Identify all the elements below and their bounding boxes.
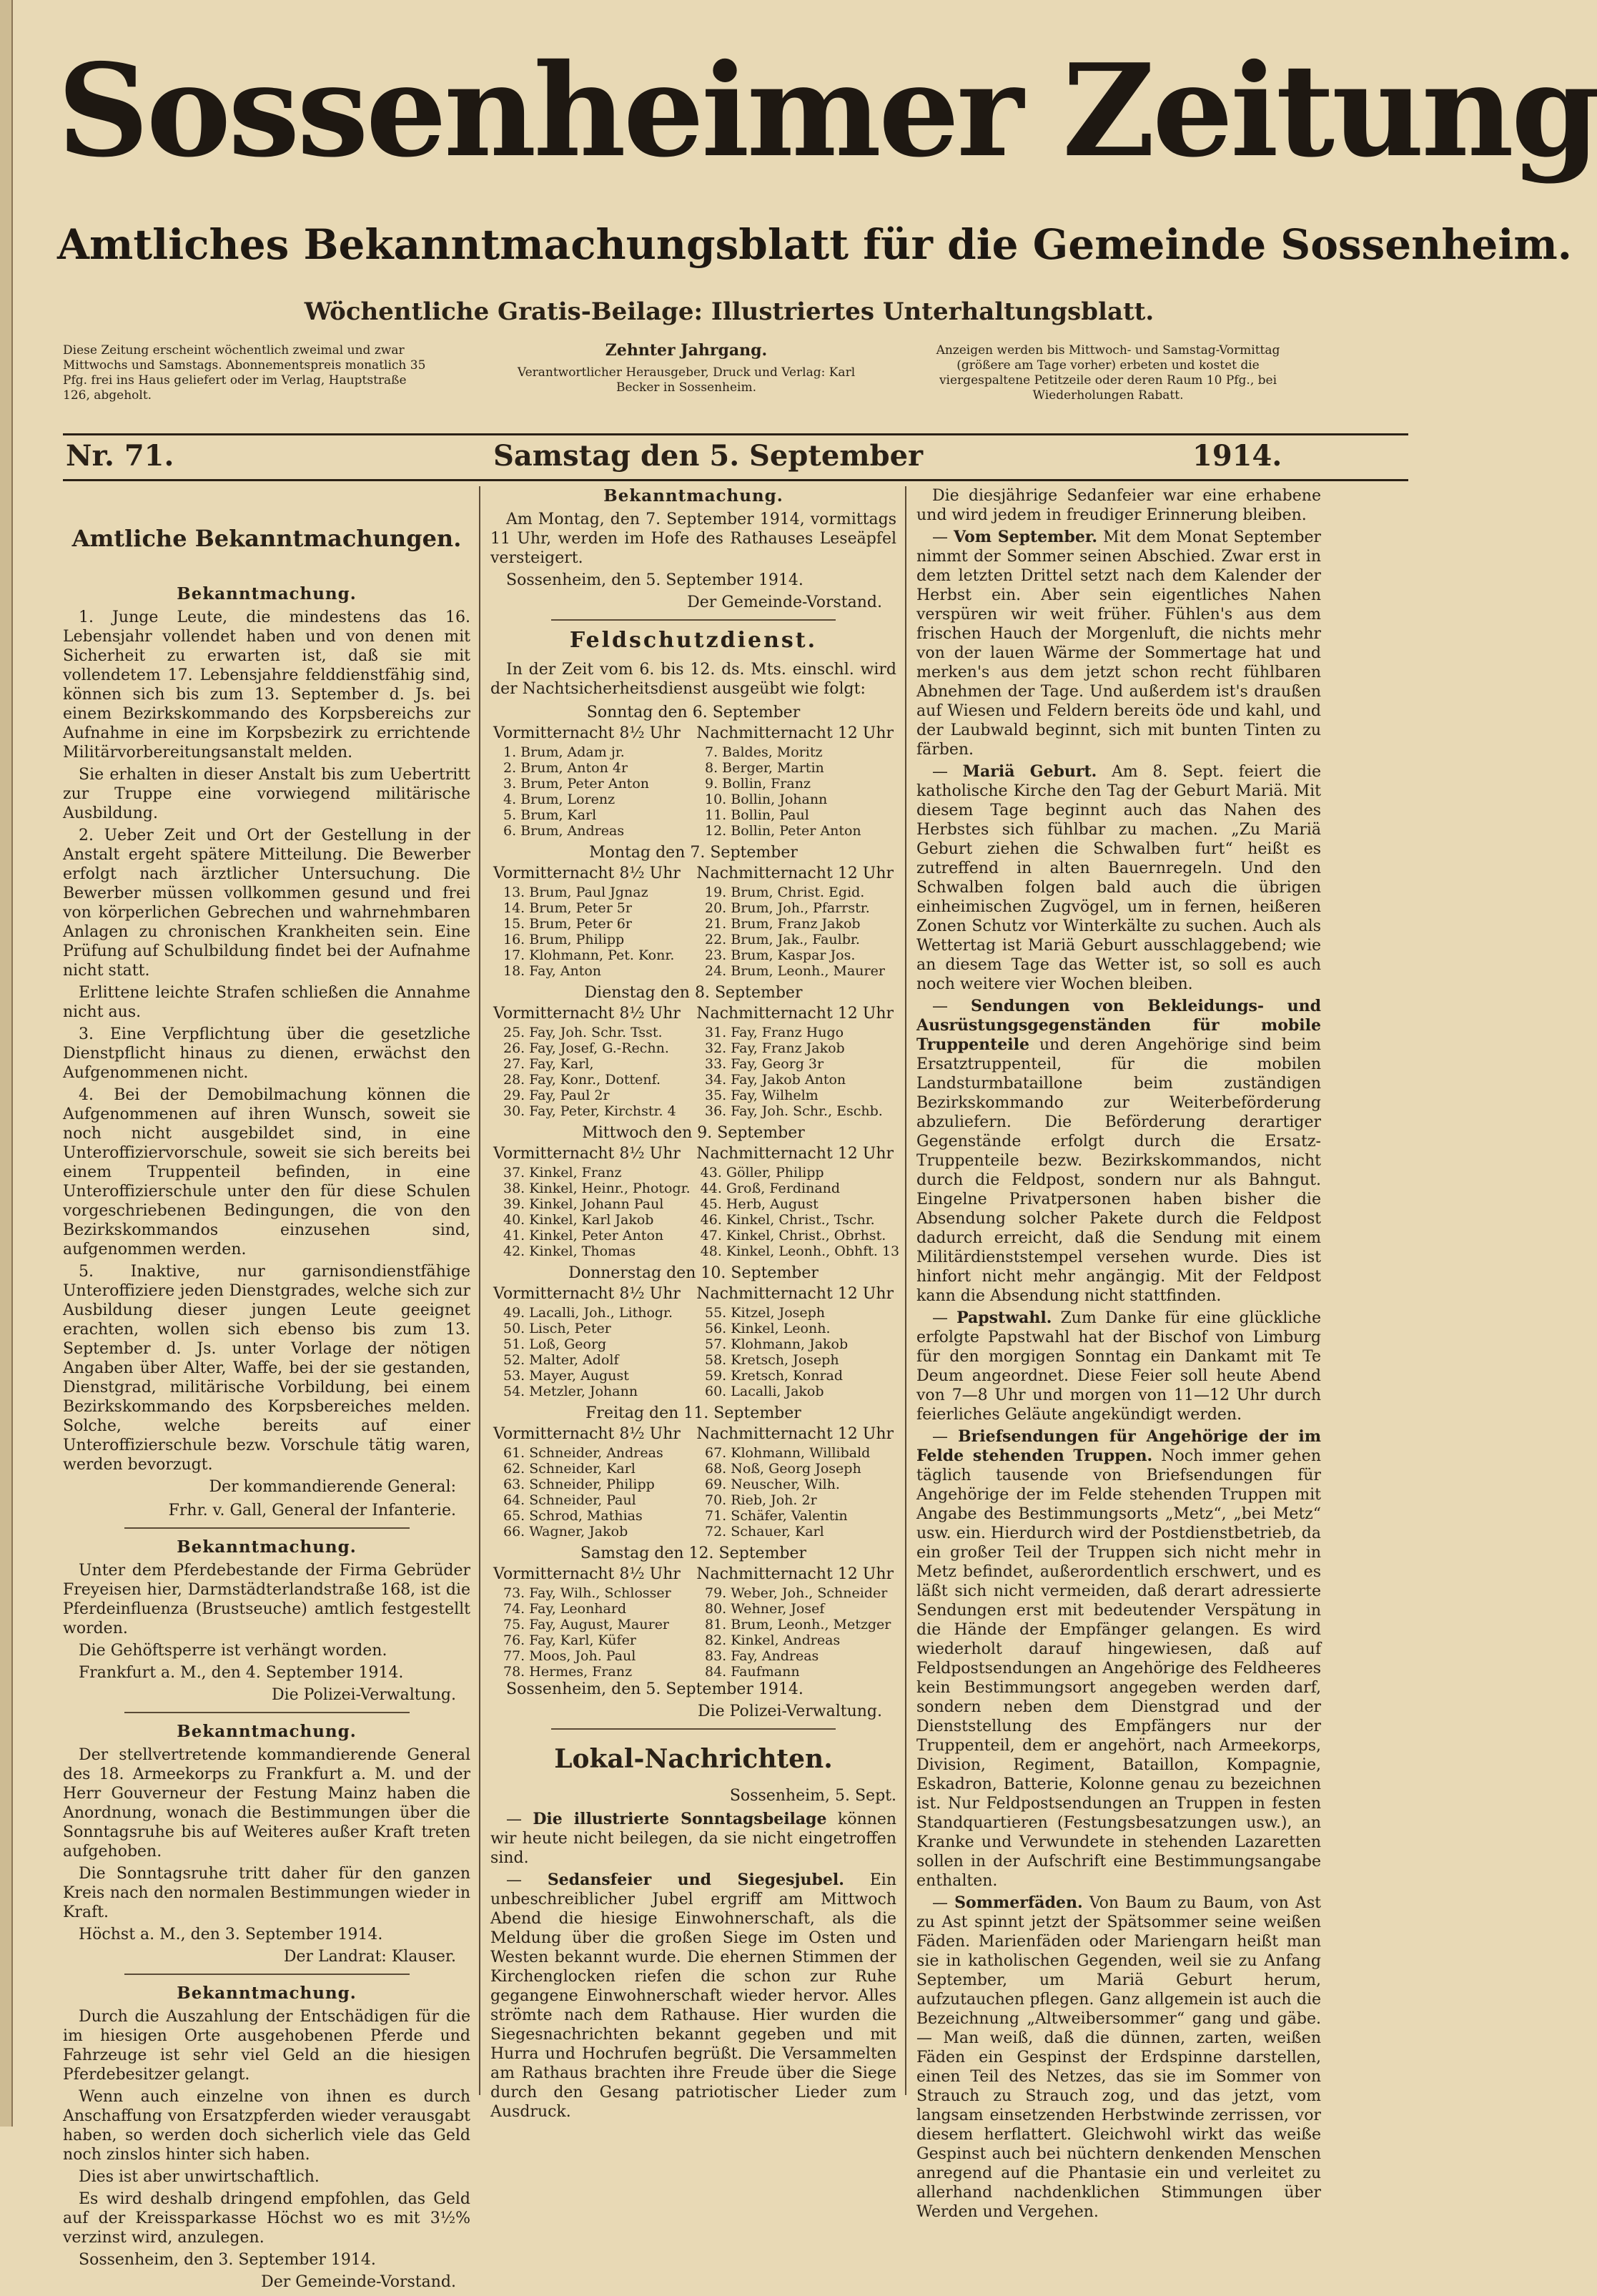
roster-name: 36. Fay, Joh. Schr., Eschb. xyxy=(705,1103,883,1119)
roster-name: 60. Lacalli, Jakob xyxy=(705,1384,824,1399)
roster-name: 55. Kitzel, Joseph xyxy=(705,1305,826,1321)
roster-name: 51. Loß, Georg xyxy=(503,1336,607,1352)
paragraph: Der stellvertretende kommandierende General des 18. Armeekorps zu Frankfurt a. M. und der Herr Gouverneur der Festung Mainz haben die Anordnung, wonach die Bestimmungen über die Sonntagsruhe bis auf Weiteres außer Kraft treten aufgehoben. xyxy=(63,1746,470,1861)
roster-name: 15. Brum, Peter 6r xyxy=(503,916,632,932)
paragraph: Am Montag, den 7. September 1914, vormittags 11 Uhr, werden im Hofe des Rathauses Leseäpfel versteigert. xyxy=(490,511,896,567)
shift-nachmitternacht: Nachmitternacht 12 Uhr xyxy=(696,1005,894,1023)
column-divider-1 xyxy=(479,486,480,2095)
roster-shift-times xyxy=(490,1424,896,1444)
roster-day: Montag den 7. September xyxy=(589,844,798,862)
paragraph: Die diesjährige Sedanfeier war eine erhabene und wird jedem in freudiger Erinnerung bleiben. xyxy=(916,487,1321,524)
shift-vormitternacht: Vormitternacht 8½ Uhr xyxy=(493,1425,681,1443)
news-headline: Briefsendungen für Angehörige der im Felde stehenden Truppen. xyxy=(916,1427,1321,1465)
issue-date: Samstag den 5. September xyxy=(493,439,924,473)
roster-name: 12. Bollin, Peter Anton xyxy=(705,823,861,839)
signature: Die Polizei-Verwaltung. xyxy=(697,1703,882,1720)
news-headline: Die illustrierte Sonntagsbeilage xyxy=(533,1810,827,1828)
roster-name: 9. Bollin, Franz xyxy=(705,776,811,792)
issue-year: 1914. xyxy=(1192,439,1282,473)
roster-name: 14. Brum, Peter 5r xyxy=(503,900,632,916)
signature: Frhr. v. Gall, General der Infanterie. xyxy=(168,1502,456,1519)
roster-name: 26. Fay, Josef, G.-Rechn. xyxy=(503,1040,669,1056)
notice-title: Bekanntmachung. xyxy=(177,1537,357,1557)
roster-name: 30. Fay, Peter, Kirchstr. 4 xyxy=(503,1103,676,1119)
roster-name: 6. Brum, Andreas xyxy=(503,823,625,839)
shift-vormitternacht: Vormitternacht 8½ Uhr xyxy=(493,724,681,742)
roster-name: 25. Fay, Joh. Schr. Tsst. xyxy=(503,1025,663,1040)
roster-name: 17. Klohmann, Pet. Konr. xyxy=(503,947,675,963)
lokal-dateline: Sossenheim, 5. Sept. xyxy=(729,1787,896,1805)
roster-names xyxy=(490,885,896,979)
roster-shift-times xyxy=(490,1004,896,1023)
masthead-beilage: Wöchentliche Gratis-Beilage: Illustriertes Unterhaltungsblatt. xyxy=(304,297,1155,326)
section-heading-lokal: Lokal-Nachrichten. xyxy=(554,1744,833,1774)
roster-name: 43. Göller, Philipp xyxy=(700,1165,824,1181)
roster-name: 5. Brum, Karl xyxy=(503,807,597,823)
shift-vormitternacht: Vormitternacht 8½ Uhr xyxy=(493,1565,681,1583)
roster-name: 53. Mayer, August xyxy=(503,1368,629,1384)
news-headline: Sendungen von Bekleidungs- und Ausrüstungsgegenständen für mobile Truppenteile xyxy=(916,997,1321,1054)
paragraph: 1. Junge Leute, die mindestens das 16. Lebensjahr vollendet haben und von denen mit Sicherheit zu erwarten ist, daß sie mit vollendetem 17. Lebensjahre felddienstfähig sind, können sich bis zum 13. September d. Js. bei einem Bezirkskommando des Korpsbereichs zur Aufnahme in eine im Korpsbezirk zu errichtende Militärvorbereitungsanstalt melden. xyxy=(63,609,470,762)
roster-name: 50. Lisch, Peter xyxy=(503,1321,611,1336)
divider xyxy=(124,1527,410,1529)
column-3 xyxy=(916,486,1321,2224)
roster-name: 32. Fay, Franz Jakob xyxy=(705,1040,845,1056)
roster-name: 7. Baldes, Moritz xyxy=(705,744,823,760)
shift-nachmitternacht: Nachmitternacht 12 Uhr xyxy=(696,864,894,882)
roster-name: 56. Kinkel, Leonh. xyxy=(705,1321,831,1336)
paragraph: Die Gehöftsperre ist verhängt worden. xyxy=(79,1642,387,1660)
paragraph: In der Zeit vom 6. bis 12. ds. Mts. einschl. wird der Nachtsicherheitsdienst ausgeübt wie folgt: xyxy=(490,661,896,698)
duty-roster xyxy=(490,703,900,1680)
roster-name: 13. Brum, Paul Jgnaz xyxy=(503,885,648,900)
signature: Die Polizei-Verwaltung. xyxy=(271,1686,456,1704)
roster-name: 76. Fay, Karl, Küfer xyxy=(503,1632,636,1648)
roster-name: 44. Groß, Ferdinand xyxy=(700,1181,841,1196)
roster-name: 31. Fay, Franz Hugo xyxy=(705,1025,844,1040)
paragraph: Es wird deshalb dringend empfohlen, das Geld auf der Kreissparkasse Höchst wo es mit 3½% verzinst wird, anzulegen. xyxy=(63,2190,470,2247)
news-text: und deren Angehörige sind beim Ersatztruppenteil, für die mobilen Landsturmbataillone beim zuständigen Bezirkskommando zur Weiterbeförderung abzuliefern. Die Beförderung derartiger Gegenstände erfolgt durch die Ersatz-Truppenteile bezw. Bezirkskommandos, nicht durch die Feldpost, sondern nur als Bahngut. Eingelne Privatpersonen haben bisher die Absendung solcher Pakete durch die Feldpost dadurch erreicht, daß die Sendung mit einem Militärdienststempel versehen wurde. Dies ist hinfort nicht mehr angängig. Mit der Feldpost kann die Absendung nicht stattfinden. xyxy=(916,1036,1321,1305)
news-text: können wir heute nicht beilegen, da sie nicht eingetroffen sind. xyxy=(490,1810,897,1867)
roster-name: 22. Brum, Jak., Faulbr. xyxy=(705,932,860,947)
roster-name: 65. Schrod, Mathias xyxy=(503,1508,643,1524)
news-item: — Sommerfäden. Von Baum zu Baum, von Ast zu Ast spinnt jetzt der Spätsommer seine weißen Fäden. Marienfäden oder Mariengarn heißt man sie in katholischen Gegenden, weil sie zu Anfang September, um Mariä Geburt herum, aufzutauchen pflegen. Ganz allgemein ist auch die Bezeichnung „Altweibersommer“ gang und gäbe. — Man weiß, daß die dünnen, zarten, weißen Fäden ein Gespinst der Erdspinne darstellen, einen Teil des Netzes, das sie im Sommer von Strauch zu Strauch zog, und das jetzt, vom langsam einsetzenden Herbstwinde zerrissen, vor diesem herflattert. Gleichwohl wirkt das weiße Gespinst auch bei nüchtern denkenden Menschen anregend auf die Phantasie ein und verleitet zu allerhand nachdenklichen Stimmungen über Werden und Vergehen. xyxy=(916,1893,1321,2221)
roster-shift-times xyxy=(490,864,896,883)
paragraph: Die Sonntagsruhe tritt daher für den ganzen Kreis nach den normalen Bestimmungen wieder in Kraft. xyxy=(63,1865,470,1921)
paragraph: 5. Inaktive, nur garnisondienstfähige Unteroffiziere jeden Dienstgrades, welche sich zur Ausbildung dieser jungen Leute geeignet erachten, wollen sich ebenso bis zum 13. September d. Js. unter Vorlage der nötigen Angaben über Alter, Waffe, bei der sie gestanden, Dienstgrad, militärische Vorbildung, bei einem Bezirkskommando des Korpsbereiches melden. Solche, welche bereits auf einer Unteroffizierschule bezw. Vorschule tätig waren, werden bevorzugt. xyxy=(63,1263,470,1474)
news-headline: Vom September. xyxy=(954,528,1098,546)
roster-names xyxy=(490,1445,896,1539)
news-item: — Briefsendungen für Angehörige der im Felde stehenden Truppen. Noch immer gehen täglich tausende von Briefsendungen für Angehörige der im Felde stehenden Truppen mit Angabe des Bestimmungsorts „Metz“, „bei Metz“ usw. ein. Hierdurch wird der Postdienstbetrieb, da ein großer Teil der Truppen sich nicht mehr in Metz befindet, außerordentlich erschwert, und es läßt sich nicht vermeiden, daß derart adressierte Sendungen erst mit bedeutender Verspätung in die Hände der Empfänger gelangen. Es wird wiederholt darauf hingewiesen, daß auf Feldpostsendungen an Angehörige des Feldheeres kein Bestimmungsort angegeben werden darf, sondern neben dem Dienstgrad und der Dienststellung des Empfängers nur der Truppenteil, dem er angehört, nach Armeekorps, Division, Regiment, Bataillon, Kompagnie, Eskadron, Batterie, Kolonne genau zu bezeichnen ist. Nur Feldpostsendungen an Truppen in festen Standquartieren (Festungsbesatzungen usw.), an Kranke und Verwundete in stehenden Lazaretten sollen in der Aufschrift eine Bestimmungsangabe enthalten. xyxy=(916,1427,1321,1890)
roster-name: 67. Klohmann, Willibald xyxy=(705,1445,871,1461)
news-item: — Sendungen von Bekleidungs- und Ausrüstungsgegenständen für mobile Truppenteile und deren Angehörige sind beim Ersatztruppenteil, für die mobilen Landsturmbataillone beim zuständigen Bezirkskommando zur Weiterbeförderung abzuliefern. Die Beförderung derartiger Gegenstände erfolgt durch die Ersatz-Truppenteile bezw. Bezirkskommandos, nicht durch die Feldpost, sondern nur als Bahngut. Eingelne Privatpersonen haben bisher die Absendung solcher Pakete durch die Feldpost dadurch erreicht, daß die Sendung mit einem Militärdienststempel versehen wurde. Dies ist hinfort nicht mehr angängig. Mit der Feldpost kann die Absendung nicht stattfinden. xyxy=(916,997,1321,1305)
section-heading-amtliche: Amtliche Bekanntmachungen. xyxy=(71,525,462,552)
roster-name: 82. Kinkel, Andreas xyxy=(705,1632,841,1648)
feldschutz-heading: Feldschutzdienst. xyxy=(569,628,818,653)
divider xyxy=(551,1728,836,1730)
roster-name: 35. Fay, Wilhelm xyxy=(705,1088,819,1103)
roster-name: 45. Herb, August xyxy=(700,1196,819,1212)
jahrgang: Zehnter Jahrgang. xyxy=(605,341,768,360)
roster-name: 29. Fay, Paul 2r xyxy=(503,1088,610,1103)
roster-name: 52. Malter, Adolf xyxy=(503,1352,619,1368)
roster-name: 74. Fay, Leonhard xyxy=(503,1601,627,1617)
roster-name: 64. Schneider, Paul xyxy=(503,1492,636,1508)
subscription-info: Diese Zeitung erscheint wöchentlich zweimal und zwar Mittwochs und Samstags. Abonnementspreis monatlich 35 Pfg. frei ins Haus geliefert oder im Verlag, Hauptstraße 126, abgeholt. xyxy=(63,343,426,403)
notice-title: Bekanntmachung. xyxy=(603,486,783,506)
news-text: Ein unbeschreiblicher Jubel ergriff am Mittwoch Abend die hiesige Einwohnerschaft, als die Meldung über die großen Siege im Osten und Westen bekannt wurde. Die ehernen Stimmen der Kirchenglocken riefen die schon zur Ruhe gegangene Einwohnerschaft wieder hervor. Alles strömte nach dem Rathause. Hier wurden die Siegesnachrichten bekannt gegeben und mit Hurra und Hochrufen begrüßt. Die Versammelten am Rathaus brachten ihre Freude über die Siege durch den Gesang patriotischer Lieder zum Ausdruck. xyxy=(490,1871,896,2121)
paragraph: Dies ist aber unwirtschaftlich. xyxy=(79,2168,320,2186)
shift-vormitternacht: Vormitternacht 8½ Uhr xyxy=(493,1145,681,1163)
shift-nachmitternacht: Nachmitternacht 12 Uhr xyxy=(696,1285,894,1303)
news-item: — Vom September. Mit dem Monat September nimmt der Sommer seinen Abschied. Zwar erst in dem letzten Drittel setzt nach dem Kalender der Herbst ein. Aber sein eigentliches Nahen verspüren wir weit früher. Fühlen's aus dem frischen Hauch der Morgenluft, die nichts mehr von der lauen Wärme der Sommertage hat und merken's aus dem jetzt schon recht fühlbaren Abnehmen der Tage. Und außerdem ist's draußen auf Wiesen und Feldern bereits öde und kahl, und der Laubwald beginnt, sich mit bunten Tinten zu färben. xyxy=(916,528,1322,759)
roster-name: 21. Brum, Franz Jakob xyxy=(705,916,861,932)
roster-name: 48. Kinkel, Leonh., Obhft. 13 xyxy=(700,1243,900,1259)
roster-name: 68. Noß, Georg Joseph xyxy=(705,1461,861,1477)
news-item: — Mariä Geburt. Am 8. Sept. feiert die katholische Kirche den Tag der Geburt Mariä. Mit diesem Tage beginnt auch das Nahen des Herbstes sich fühlbar zu machen. „Zu Mariä Geburt ziehen die Schwalben furt“ heißt es zutreffend in alten Bauernregeln. Und den Schwalben folgen bald auch die übrigen einheimischen Zugvögel, um in fernen, heißeren Zonen Schutz vor Winterkälte zu suchen. Auch als Wettertag ist Mariä Geburt ausschlaggebend; wie an diesem Tage das Wetter ist, so soll es auch noch weitere vier Wochen bleiben. xyxy=(916,762,1321,993)
header-rule-top xyxy=(63,433,1408,435)
roster-names xyxy=(490,1165,900,1259)
paragraph: Durch die Auszahlung der Entschädigen für die im hiesigen Orte ausgehobenen Pferde und Fahrzeuge ist sehr viel Geld an die hiesigen Pferdebesitzer gelangt. xyxy=(63,2008,470,2084)
paragraph: 2. Ueber Zeit und Ort der Gestellung in der Anstalt ergeht spätere Mitteilung. Die Bewerber erfolgt nach ärztlicher Untersuchung. Die Bewerber müssen vollkommen gesund und frei von körperlichen Gebrechen und wahrnehmbaren Anlagen zu chronischen Krankheiten sein. Eine Prüfung auf Schulbildung findet bei der Aufnahme nicht statt. xyxy=(63,827,470,980)
news-text: Am 8. Sept. feiert die katholische Kirche den Tag der Geburt Mariä. Mit diesem Tage beginnt auch das Nahen des Herbstes sich fühlbar zu machen. „Zu Mariä Geburt ziehen die Schwalben furt“ heißt es zutreffend in alten Bauernregeln. Und den Schwalben folgen bald auch die übrigen einheimischen Zugvögel, um in fernen, heißeren Zonen Schutz vor Winterkälte zu suchen. Auch als Wettertag ist Mariä Geburt ausschlaggebend; wie an diesem Tage das Wetter ist, so soll es auch noch weitere vier Wochen bleiben. xyxy=(916,763,1321,993)
divider xyxy=(551,619,836,621)
news-item: — Papstwahl. Zum Danke für eine glückliche erfolgte Papstwahl hat der Bischof von Limburg für den morgigen Sonntag ein Dankamt mit Te Deum angeordnet. Diese Feier soll heute Abend von 7—8 Uhr und morgen von 11—12 Uhr durch feierliches Geläute angekündigt werden. xyxy=(916,1309,1321,1424)
roster-names xyxy=(490,1585,896,1680)
roster-day: Dienstag den 8. September xyxy=(584,984,803,1002)
roster-name: 37. Kinkel, Franz xyxy=(503,1165,622,1181)
roster-name: 34. Fay, Jakob Anton xyxy=(705,1072,846,1088)
roster-name: 77. Moos, Joh. Paul xyxy=(503,1648,636,1664)
roster-name: 84. Faufmann xyxy=(705,1664,800,1680)
roster-name: 23. Brum, Kaspar Jos. xyxy=(705,947,856,963)
roster-day: Freitag den 11. September xyxy=(585,1404,801,1422)
roster-names xyxy=(490,1025,896,1119)
roster-name: 70. Rieb, Joh. 2r xyxy=(705,1492,817,1508)
roster-name: 20. Brum, Joh., Pfarrstr. xyxy=(705,900,870,916)
roster-name: 27. Fay, Karl, xyxy=(503,1056,594,1072)
roster-name: 10. Bollin, Johann xyxy=(705,792,828,807)
news-item: — Die illustrierte Sonntagsbeilage können wir heute nicht beilegen, da sie nicht eingetroffen sind. xyxy=(490,1810,897,1867)
dateline: Sossenheim, den 5. September 1914. xyxy=(506,1680,804,1698)
roster-name: 62. Schneider, Karl xyxy=(503,1461,636,1477)
news-text: Noch immer gehen täglich tausende von Briefsendungen für Angehörige der im Felde stehenden Truppen mit Angabe des Bestimmungsorts „Metz“, „bei Metz“ usw. ein. Hierdurch wird der Postdienstbetrieb, da ein großer Teil der Truppen sich nicht mehr in Metz befindet, außerordentlich erschwert, und es läßt sich nicht vermeiden, daß derart adressierte Sendungen erst mit bedeutender Verspätung in die Hände der Empfänger gelangen. Es wird wiederholt darauf hingewiesen, daß auf Feldpostsendungen an Angehörige des Feldheeres kein Bestimmungsort angegeben werden darf, sondern neben dem Dienstgrad und der Dienststellung des Empfängers nur der Truppenteil, dem er angehört, nach Armeekorps, Division, Regiment, Bataillon, Kompagnie, Eskadron, Batterie, Kolonne genau zu bezeichnen ist. Nur Feldpostsendungen an Truppen in festen Standquartieren (Festungsbesatzungen usw.), an Kranke und Verwundete in stehenden Lazaretten sollen in der Aufschrift eine Bestimmungsangabe enthalten. xyxy=(916,1447,1321,1890)
roster-name: 47. Kinkel, Christ., Obrhst. xyxy=(700,1228,886,1243)
roster-name: 16. Brum, Philipp xyxy=(503,932,625,947)
signature: Der Gemeinde-Vorstand. xyxy=(687,593,882,611)
roster-name: 79. Weber, Joh., Schneider xyxy=(705,1585,888,1601)
roster-names xyxy=(490,744,896,839)
roster-shift-times xyxy=(490,724,896,743)
roster-name: 59. Kretsch, Konrad xyxy=(705,1368,844,1384)
roster-name: 11. Bollin, Paul xyxy=(705,807,809,823)
notice-title: Bekanntmachung. xyxy=(177,584,357,603)
shift-vormitternacht: Vormitternacht 8½ Uhr xyxy=(493,1005,681,1023)
column-divider-2 xyxy=(905,486,906,2095)
roster-name: 41. Kinkel, Peter Anton xyxy=(503,1228,664,1243)
masthead-subtitle: Amtliches Bekanntmachungsblatt für die Gemeinde Sossenheim. xyxy=(57,220,1572,269)
signature: Der kommandierende General: xyxy=(209,1478,456,1496)
roster-name: 38. Kinkel, Heinr., Photogr. xyxy=(503,1181,691,1196)
publisher-text: Verantwortlicher Herausgeber, Druck und Verlag: Karl Becker in Sossenheim. xyxy=(517,365,856,395)
header-rule-bottom xyxy=(63,479,1408,481)
news-item: — Sedansfeier und Siegesjubel. Ein unbeschreiblicher Jubel ergriff am Mittwoch Abend die hiesige Einwohnerschaft, als die Meldung über die großen Siege im Osten und Westen bekannt wurde. Die ehernen Stimmen der Kirchenglocken riefen die schon zur Ruhe gegangene Einwohnerschaft wieder hervor. Alles strömte nach dem Rathause. Hier wurden die Siegesnachrichten bekannt gegeben und mit Hurra und Hochrufen begrüßt. Die Versammelten am Rathaus brachten ihre Freude über die Siege durch den Gesang patriotischer Lieder zum Ausdruck. xyxy=(490,1871,896,2121)
paragraph: Sie erhalten in dieser Anstalt bis zum Uebertritt zur Truppe eine vorwiegend militärische Ausbildung. xyxy=(63,766,470,822)
roster-name: 39. Kinkel, Johann Paul xyxy=(503,1196,664,1212)
roster-name: 66. Wagner, Jakob xyxy=(503,1524,628,1539)
roster-day: Samstag den 12. September xyxy=(580,1544,807,1562)
signature: Der Gemeinde-Vorstand. xyxy=(261,2273,456,2291)
roster-name: 69. Neuscher, Wilh. xyxy=(705,1477,840,1492)
roster-day: Donnerstag den 10. September xyxy=(568,1264,819,1282)
news-text: Zum Danke für eine glückliche erfolgte Papstwahl hat der Bischof von Limburg für den morgigen Sonntag ein Dankamt mit Te Deum angeordnet. Diese Feier soll heute Abend von 7—8 Uhr und morgen von 11—12 Uhr durch feierliches Geläute angekündigt werden. xyxy=(916,1309,1321,1424)
shift-vormitternacht: Vormitternacht 8½ Uhr xyxy=(493,864,681,882)
roster-name: 3. Brum, Peter Anton xyxy=(503,776,649,792)
column-2 xyxy=(490,486,900,2124)
roster-name: 33. Fay, Georg 3r xyxy=(705,1056,824,1072)
roster-name: 63. Schneider, Philipp xyxy=(503,1477,655,1492)
roster-name: 78. Hermes, Franz xyxy=(503,1664,633,1680)
news-text: Mit dem Monat September nimmt der Sommer seinen Abschied. Zwar erst in dem letzten Drittel setzt nach dem Kalender der Herbst ein. Aber sein eigentliches Nahen verspüren wir weit früher. Fühlen's aus dem frischen Hauch der Morgenluft, die nichts mehr von der lauen Wärme der Sommertage hat und merken's aus dem jetzt schon recht fühlbaren Abnehmen der Tage. Und außerdem ist's draußen auf Wiesen und Feldern bereits öde und kahl, und der Laubwald beginnt, sich mit bunten Tinten zu färben. xyxy=(916,528,1322,759)
paragraph: 3. Eine Verpflichtung über die gesetzliche Dienstpflicht hinaus zu dienen, erwächst den Aufgenommenen nicht. xyxy=(63,1025,470,1082)
roster-name: 42. Kinkel, Thomas xyxy=(503,1243,636,1259)
shift-nachmitternacht: Nachmitternacht 12 Uhr xyxy=(696,1425,894,1443)
news-headline: Mariä Geburt. xyxy=(962,762,1097,781)
notice-title: Bekanntmachung. xyxy=(177,1722,357,1741)
shift-vormitternacht: Vormitternacht 8½ Uhr xyxy=(493,1285,681,1303)
roster-name: 49. Lacalli, Joh., Lithogr. xyxy=(503,1305,673,1321)
roster-name: 61. Schneider, Andreas xyxy=(503,1445,663,1461)
dateline: Sossenheim, den 3. September 1914. xyxy=(79,2251,376,2269)
roster-name: 2. Brum, Anton 4r xyxy=(503,760,628,776)
roster-name: 24. Brum, Leonh., Maurer xyxy=(705,963,885,979)
roster-name: 58. Kretsch, Joseph xyxy=(705,1352,839,1368)
divider xyxy=(124,1974,410,1975)
roster-name: 54. Metzler, Johann xyxy=(503,1384,638,1399)
roster-shift-times xyxy=(490,1565,896,1584)
advert-info: Anzeigen werden bis Mittwoch- und Samstag-Vormittag (größere am Tage vorher) erbeten und kostet die viergespaltene Petitzeile oder deren Raum 10 Pfg., bei Wiederholungen Rabatt. xyxy=(936,343,1280,403)
paragraph: Erlittene leichte Strafen schließen die Annahme nicht aus. xyxy=(63,984,470,1021)
news-headline: Papstwahl. xyxy=(956,1309,1052,1327)
roster-name: 28. Fay, Konr., Dottenf. xyxy=(503,1072,661,1088)
roster-name: 83. Fay, Andreas xyxy=(705,1648,819,1664)
shift-nachmitternacht: Nachmitternacht 12 Uhr xyxy=(696,1565,894,1583)
column-1 xyxy=(63,486,470,2296)
roster-name: 46. Kinkel, Christ., Tschr. xyxy=(700,1212,875,1228)
roster-day: Mittwoch den 9. September xyxy=(582,1124,805,1142)
divider xyxy=(124,1712,410,1713)
news-text: Von Baum zu Baum, von Ast zu Ast spinnt jetzt der Spätsommer seine weißen Fäden. Marienfäden oder Mariengarn heißt man sie in katholischen Gegenden, weil sie zu Anfang September, um Mariä Geburt herum, aufzutauchen pflegen. Ganz allgemein ist auch die Bezeichnung „Altweibersommer“ gang und gäbe. — Man weiß, daß die dünnen, zarten, weißen Fäden ein Gespinst der Erdspinne darstellen, einen Teil des Netzes, das sie im Sommer von Strauch zu Strauch zog, und das jetzt, vom langsam einsetzenden Herbstwinde zerrissen, vor diesem herflattert. Gleichwohl wirkt das weiße Gespinst auch bei nüchtern denkenden Menschen anregend auf die Phantasie ein und verleitet zu allerhand nachdenklichen Stimmungen über Werden und Vergehen. xyxy=(916,1894,1321,2221)
notice-title: Bekanntmachung. xyxy=(177,1984,357,2003)
roster-name: 40. Kinkel, Karl Jakob xyxy=(503,1212,654,1228)
roster-name: 19. Brum, Christ. Egid. xyxy=(705,885,865,900)
roster-name: 1. Brum, Adam jr. xyxy=(503,744,625,760)
dateline: Höchst a. M., den 3. September 1914. xyxy=(79,1926,383,1943)
shift-nachmitternacht: Nachmitternacht 12 Uhr xyxy=(696,724,894,742)
publisher-info xyxy=(500,343,872,395)
dateline: Sossenheim, den 5. September 1914. xyxy=(506,571,804,589)
roster-names xyxy=(490,1305,896,1399)
news-headline: Sommerfäden. xyxy=(954,1893,1083,1912)
roster-day: Sonntag den 6. September xyxy=(586,704,801,721)
roster-name: 80. Wehner, Josef xyxy=(705,1601,825,1617)
roster-name: 72. Schauer, Karl xyxy=(705,1524,824,1539)
paragraph: 4. Bei der Demobilmachung können die Aufgenommenen auf ihren Wunsch, soweit sie noch nicht ausgebildet sind, in eine Unteroffiziervorschule, soweit sie sich bereits bei einem Truppenteil befinden, in eine Unteroffizierschule unter den für diese Schulen vorgeschriebenen Bedingungen, die von den Bezirkskommandos einzusehen sind, aufgenommen werden. xyxy=(63,1086,470,1258)
news-headline: Sedansfeier und Siegesjubel. xyxy=(547,1871,844,1889)
signature: Der Landrat: Klauser. xyxy=(283,1948,456,1966)
issue-number: Nr. 71. xyxy=(66,439,174,473)
roster-name: 4. Brum, Lorenz xyxy=(503,792,615,807)
roster-name: 18. Fay, Anton xyxy=(503,963,602,979)
roster-name: 81. Brum, Leonh., Metzger xyxy=(705,1617,891,1632)
roster-name: 73. Fay, Wilh., Schlosser xyxy=(503,1585,671,1601)
roster-name: 8. Berger, Martin xyxy=(705,760,824,776)
paragraph: Unter dem Pferdebestande der Firma Gebrüder Freyeisen hier, Darmstädterlandstraße 168, ist die Pferdeinfluenza (Brustseuche) amtlich festgestellt worden. xyxy=(63,1562,470,1637)
roster-name: 71. Schäfer, Valentin xyxy=(705,1508,848,1524)
dateline: Frankfurt a. M., den 4. September 1914. xyxy=(79,1664,404,1682)
roster-shift-times xyxy=(490,1284,896,1304)
binding-margin xyxy=(0,0,13,2127)
roster-name: 75. Fay, August, Maurer xyxy=(503,1617,670,1632)
paragraph: Wenn auch einzelne von ihnen es durch Anschaffung von Ersatzpferden wieder verausgabt haben, so werden doch sicherlich viele das Geld noch zinslos hinter sich haben. xyxy=(63,2088,470,2164)
roster-shift-times xyxy=(490,1144,896,1163)
shift-nachmitternacht: Nachmitternacht 12 Uhr xyxy=(696,1145,894,1163)
roster-name: 57. Klohmann, Jakob xyxy=(705,1336,849,1352)
masthead-title: Sossenheimer Zeitung xyxy=(57,36,1597,185)
